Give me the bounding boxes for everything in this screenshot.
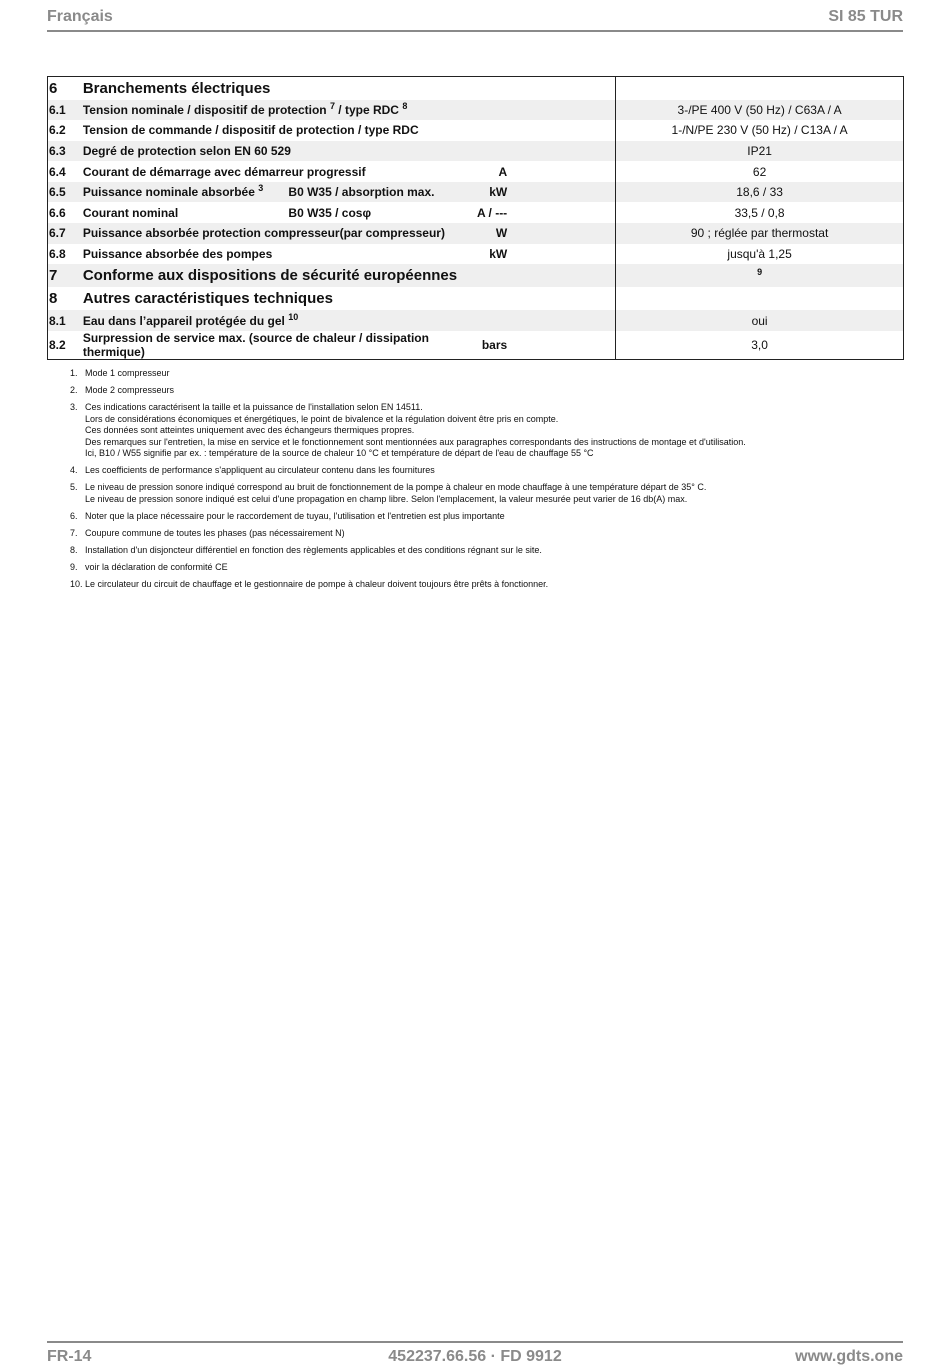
row-unit: A (498, 164, 508, 179)
footnote-text (85, 368, 890, 380)
section-number: 6 (49, 79, 58, 97)
row-number: 6.7 (48, 223, 83, 244)
footnote-line: voir la déclaration de conformité CE (85, 561, 228, 572)
footnote-line: Ces indications caractérisent la taille et la puissance de l'installation selon EN 14511. (85, 402, 423, 412)
row-number: 6.5 (48, 182, 83, 203)
footnote-item (70, 482, 890, 505)
footnote-text (85, 511, 890, 523)
footer-doc-id: 452237.66.56 · FD 9912 (388, 1348, 562, 1365)
section-value (616, 77, 904, 100)
footnotes (70, 368, 890, 596)
row-number: 6.1 (48, 100, 83, 121)
footnote-text (85, 482, 890, 505)
footnote-number: 9. (70, 561, 78, 572)
footnote-number: 6. (70, 510, 78, 521)
footnote-line: Des remarques sur l'entretien, la mise en service et le fonctionnement sont mentionnées aux paragraphes correspondants des instructions de montage et d'utilisation. (85, 436, 746, 447)
footnote-number: 3. (70, 402, 78, 412)
footnote-line: Coupure commune de toutes les phases (pas nécessairement N) (85, 527, 345, 538)
row-value: 18,6 / 33 (616, 182, 904, 203)
row-label: Eau dans l’appareil protégée du gel $^{10}$ (83, 310, 616, 331)
footnote-line: Mode 2 compresseurs (85, 385, 175, 395)
section-value (616, 264, 904, 287)
section-number: 8 (49, 290, 58, 308)
table-row (48, 310, 904, 331)
section-title: Autres caractéristiques techniques (82, 290, 333, 308)
row-condition: B0 W35 / cosφ (288, 205, 372, 220)
footnote-ref: 3 (258, 183, 264, 194)
row-label: Tension nominale / dispositif de protection $^7$ / type RDC $^8$ (83, 100, 616, 121)
footer-website: www.gdts.one (795, 1348, 903, 1365)
footnote-line: Les coefficients de performance s'appliquent au circulateur contenu dans les fournitures (85, 465, 435, 475)
table-row (48, 100, 904, 121)
row-label: Puissance nominale absorbée $^3$ (83, 182, 289, 203)
footer-page-number: FR-14 (47, 1348, 92, 1365)
footnote-number: 1. (70, 368, 78, 378)
footnote-item (70, 579, 890, 591)
row-label: Tension de commande / dispositif de protection / type RDC (82, 123, 419, 138)
header-model: SI 85 TUR (828, 8, 903, 25)
spec-table (47, 76, 904, 360)
row-number: 8.1 (48, 310, 83, 331)
row-label: Puissance absorbée protection compresseur(par compresseur) (83, 223, 448, 244)
row-unit: bars (481, 337, 508, 352)
footnote-text (85, 579, 890, 591)
row-number: 6.2 (49, 123, 66, 138)
section-row-7 (48, 264, 904, 287)
row-number: 6.3 (48, 141, 83, 162)
row-value: 1-/N/PE 230 V (50 Hz) / C13A / A (616, 120, 904, 141)
footnote-item (70, 545, 890, 557)
footnote-line: Installation d'un disjoncteur différentiel en fonction des règlements applicables et des conditions régnant sur le site. (85, 544, 542, 555)
footnote-text (85, 465, 890, 477)
footnote-item (70, 402, 890, 460)
row-value: 62 (616, 161, 904, 182)
footnote-item (70, 528, 890, 540)
footnote-ref: 10 (288, 311, 299, 322)
footnote-line: Le niveau de pression sonore indiqué correspond au bruit de fonctionnement de la pompe à chaleur en mode chauffage à une température départ de 35° C. (85, 482, 707, 492)
footnote-number: 10. (70, 578, 83, 589)
footnote-text (85, 562, 890, 574)
footnote-number: 5. (70, 482, 78, 492)
row-number: 6.4 (49, 164, 66, 179)
section-number: 7 (48, 264, 83, 287)
table-row (48, 120, 904, 141)
footnote-line: Le niveau de pression sonore indiqué est celui d'une propagation en champ libre. Selon l'emplacement, la valeur mesurée peut varier de 16 db(A) max. (85, 493, 688, 504)
row-value: 33,5 / 0,8 (616, 202, 904, 223)
footnote-item (70, 511, 890, 523)
footnote-text (85, 528, 890, 540)
footer-divider (47, 1341, 903, 1343)
row-unit: kW (447, 182, 615, 203)
footnote-text (85, 385, 890, 397)
row-label: Courant nominal (82, 205, 179, 220)
footnote-number: 8. (70, 544, 78, 555)
row-label: Degré de protection selon EN 60 529 (83, 141, 616, 162)
table-row (48, 182, 904, 203)
footnote-line: Noter que la place nécessaire pour le raccordement de tuyau, l'utilisation et l'entretien est plus importante (85, 510, 505, 521)
section-title: Branchements électriques (82, 79, 271, 97)
row-label: Courant de démarrage avec démarreur progressif (82, 164, 366, 179)
section-row-8 (48, 287, 904, 310)
row-value: oui (616, 310, 904, 331)
row-unit: A / --- (476, 205, 508, 220)
row-value: 90 ; réglée par thermostat (616, 223, 904, 244)
header-language: Français (47, 8, 113, 25)
row-value: jusqu'à 1,25 (616, 244, 904, 265)
footnote-number: 2. (70, 385, 78, 395)
row-label: Surpression de service max. (source de chaleur / dissipation thermique) (82, 330, 429, 359)
footnote-text (85, 402, 890, 460)
table-row (48, 331, 904, 360)
footnote-number: 4. (70, 465, 78, 475)
footnote-line: Le circulateur du circuit de chauffage et le gestionnaire de pompe à chaleur doivent toujours être prêts à fonctionner. (85, 578, 549, 589)
footnote-line: Lors de considérations économiques et énergétiques, le point de bivalence et la régulation doivent être pris en compte. (85, 413, 559, 424)
table-row (48, 244, 904, 265)
footnote-item (70, 562, 890, 574)
row-value: 3-/PE 400 V (50 Hz) / C63A / A (616, 100, 904, 121)
table-row (48, 141, 904, 162)
section-value (616, 287, 904, 310)
row-label: Puissance absorbée des pompes (82, 246, 273, 261)
footnote-ref: 8 (402, 100, 408, 111)
section-title: Conforme aux dispositions de sécurité européennes (83, 264, 616, 287)
row-value: 3,0 (616, 331, 904, 360)
row-unit: W (447, 223, 615, 244)
footnote-line: Ici, B10 / W55 signifie par ex. : température de la source de chaleur 10 °C et température de départ de l'eau de chauffage 55 °C (85, 448, 594, 458)
row-value: IP21 (616, 141, 904, 162)
row-unit: kW (489, 246, 508, 261)
row-condition: B0 W35 / absorption max. (288, 182, 447, 203)
footnote-item (70, 465, 890, 477)
table-row (48, 202, 904, 223)
table-row (48, 161, 904, 182)
footnote-item (70, 385, 890, 397)
footnote-text (85, 545, 890, 557)
section-row-6 (48, 77, 904, 100)
row-number: 6.8 (49, 246, 66, 261)
table-row (48, 223, 904, 244)
header-divider (47, 30, 903, 32)
footnote-item (70, 368, 890, 380)
row-number: 8.2 (49, 337, 66, 352)
footnote-ref: 9 (757, 267, 763, 278)
footnote-line: Ces données sont atteintes uniquement avec des échangeurs thermiques propres. (85, 425, 415, 435)
footnote-number: 7. (70, 527, 78, 538)
footnote-line: Mode 1 compresseur (85, 368, 170, 378)
row-number: 6.6 (49, 205, 66, 220)
footnote-ref: 7 (329, 100, 335, 111)
